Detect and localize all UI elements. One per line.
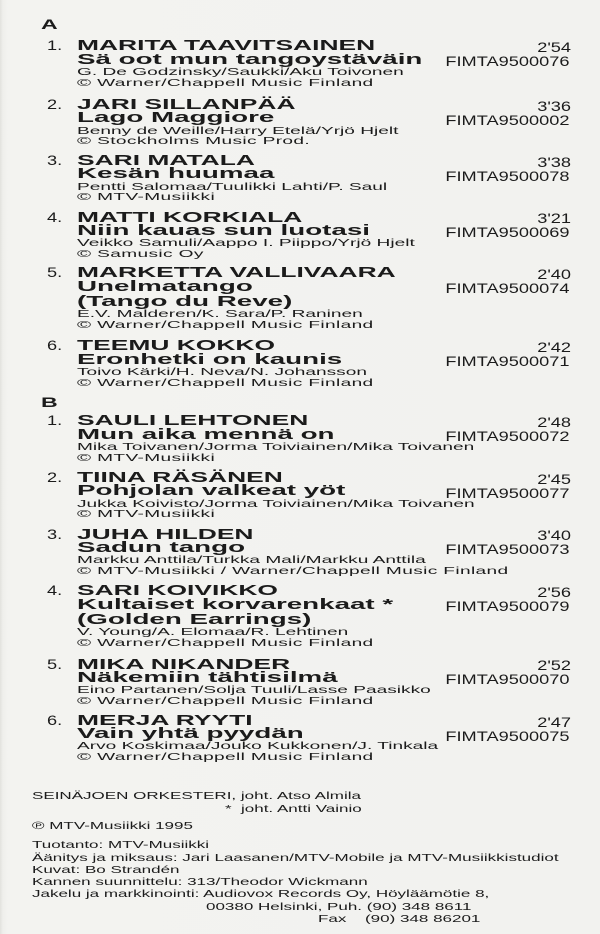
track <box>0 97 600 154</box>
track-composers: Mika Toivanen/Jorma Toiviainen/Mika Toivanen <box>77 440 475 453</box>
track-title: Pohjolan valkeat yöt <box>77 482 346 500</box>
track-number: 4. <box>47 208 63 225</box>
track-isrc-code: FIMTA9500077 <box>444 484 569 501</box>
track-artist: JARI SILLANPÄÄ <box>77 95 296 113</box>
track-composers: Benny de Weille/Harry Etelä/Yrjö Hjelt <box>77 124 399 137</box>
track-publisher: © Warner/Chappell Music Finland <box>77 318 374 331</box>
track-isrc-code: FIMTA9500076 <box>444 53 569 70</box>
track-artist: MATTI KORKIALA <box>77 208 303 226</box>
track-duration: 2'52 <box>537 657 571 674</box>
phonogram-notice: ℗ MTV-Musiikki 1995 <box>32 820 193 833</box>
track <box>0 657 600 714</box>
track-title: Kesän huumaa <box>77 165 275 183</box>
track-artist: MARKETTA VALLIVAARA <box>77 264 396 282</box>
track-isrc-code: FIMTA9500002 <box>444 111 569 128</box>
track <box>0 210 600 267</box>
track-title: Mun aika mennä on <box>77 425 335 443</box>
track-number: 2. <box>47 468 63 485</box>
track-artist: TIINA RÄSÄNEN <box>77 468 283 486</box>
track-composers: Toivo Kärki/H. Neva/N. Johansson <box>77 365 367 378</box>
credit-line: Kannen suunnittelu: 313/Theodor Wickmann <box>32 876 368 889</box>
track-title: Sä oot mun tangoystäväin <box>77 50 423 68</box>
track-duration: 2'47 <box>537 713 571 730</box>
credit-line: Äänitys ja miksaus: Jari Laasanen/MTV-Mobile ja MTV-Musiikkistudiot <box>32 851 559 864</box>
track-publisher: © Warner/Chappell Music Finland <box>77 636 374 649</box>
track <box>0 582 600 649</box>
address-line: 00380 Helsinki, Puh. (90) 348 8611 <box>206 900 472 913</box>
track-title: Niin kauas sun luotasi <box>77 222 370 239</box>
track-title: Vain yhtä pyydän <box>77 725 304 743</box>
track-number: 3. <box>47 151 63 168</box>
track-number: 1. <box>47 412 63 429</box>
track-composers: G. De Godzinsky/Saukki/Aku Toivonen <box>77 65 404 78</box>
track-isrc-code: FIMTA9500073 <box>444 541 569 558</box>
track-publisher: © MTV-Musiikki / Warner/Chappell Music Finland <box>77 564 509 577</box>
track-number: 6. <box>47 337 63 354</box>
track-publisher: © Warner/Chappell Music Finland <box>77 694 374 707</box>
track-duration: 3'36 <box>537 97 571 114</box>
track-isrc-code: FIMTA9500072 <box>444 428 569 445</box>
track-duration: 2'40 <box>537 266 571 283</box>
track-isrc-code: FIMTA9500074 <box>444 280 569 297</box>
track <box>0 338 600 395</box>
conductor-note: joht. Antti Vainio <box>241 802 362 815</box>
track-composers: Arvo Koskimaa/Jouko Kukkonen/J. Tinkala <box>77 740 439 753</box>
credit-line: Kuvat: Bo Strandén <box>32 863 180 876</box>
track-publisher: © MTV-Musiikki <box>77 451 216 464</box>
track-publisher: © Warner/Chappell Music Finland <box>77 376 374 389</box>
track-number: 3. <box>47 525 63 542</box>
track <box>0 153 600 210</box>
track-number: 5. <box>47 264 63 281</box>
conductor-note-marker: * <box>225 802 232 815</box>
track-publisher: © MTV-Musiikki <box>77 191 216 204</box>
track-duration: 2'48 <box>537 414 571 431</box>
fax-number: (90) 348 86201 <box>365 913 481 925</box>
track-number: 4. <box>47 582 63 599</box>
track-number: 2. <box>47 95 63 112</box>
track-duration: 3'40 <box>537 527 571 544</box>
track-composers: Pentti Salomaa/Tuulikki Lahti/P. Saul <box>77 180 388 193</box>
side-label: B <box>41 394 58 410</box>
track-isrc-code: FIMTA9500071 <box>444 353 569 370</box>
track-artist: TEEMU KOKKO <box>77 337 275 355</box>
track-artist: JUHA HILDEN <box>77 525 254 543</box>
track-composers: Jukka Koivisto/Jorma Toiviainen/Mika Toivanen <box>77 497 475 510</box>
track-number: 6. <box>47 711 63 728</box>
track <box>0 264 600 331</box>
credit-line: Tuotanto: MTV-Musiikki <box>32 839 210 852</box>
track-publisher: © Stockholms Music Prod. <box>77 135 311 148</box>
fax-label: Fax <box>318 913 347 925</box>
track-artist: SAULI LEHTONEN <box>77 412 309 430</box>
track-publisher: © Warner/Chappell Music Finland <box>77 76 374 89</box>
track <box>0 38 600 95</box>
credit-line: Jakelu ja markkinointi: Audiovox Records Oy, Höyläämötie 8, <box>32 888 490 901</box>
track-composers: Markku Anttila/Turkka Mali/Markku Anttila <box>77 554 426 567</box>
track <box>0 527 600 584</box>
side-label: A <box>41 15 58 32</box>
track-duration: 3'21 <box>537 210 571 227</box>
track-isrc-code: FIMTA9500070 <box>444 671 569 688</box>
track-title-line2: (Golden Earrings) <box>77 610 312 628</box>
track-duration: 2'54 <box>537 39 571 56</box>
track <box>0 413 600 470</box>
track-duration: 2'42 <box>537 339 571 356</box>
track-artist: MARITA TAAVITSAINEN <box>77 37 376 55</box>
track-artist: MERJA RYYTI <box>77 711 253 729</box>
track-publisher: © MTV-Musiikki <box>77 508 216 521</box>
track-composers: Eino Partanen/Solja Tuuli/Lasse Paasikko <box>77 684 431 697</box>
track-composers: E.V. Malderen/K. Sara/P. Raninen <box>77 307 363 320</box>
track-publisher: © Warner/Chappell Music Finland <box>77 751 374 764</box>
track-duration: 3'38 <box>537 153 571 170</box>
track-duration: 2'56 <box>537 584 571 601</box>
track-isrc-code: FIMTA9500075 <box>444 727 569 744</box>
track-number: 5. <box>47 655 63 672</box>
track-isrc-code: FIMTA9500078 <box>444 167 569 184</box>
track-artist: SARI MATALA <box>77 151 255 169</box>
track-title: Sadun tango <box>77 539 246 556</box>
track-artist: SARI KOIVIKKO <box>77 582 278 600</box>
track-isrc-code: FIMTA9500079 <box>444 598 569 615</box>
track-title: Unelmatango <box>77 277 253 295</box>
track-artist: MIKA NIKANDER <box>77 655 291 673</box>
track-composers: Veikko Samuli/Aappo I. Piippo/Yrjö Hjelt <box>77 237 415 250</box>
track-isrc-code: FIMTA9500069 <box>444 224 569 241</box>
track-title-line2: (Tango du Reve) <box>77 292 293 310</box>
track-title: Eronhetki on kaunis <box>77 350 343 368</box>
track-title: Kultaiset korvarenkaat * <box>77 595 394 613</box>
track-publisher: © Samusic Oy <box>77 247 204 260</box>
track <box>0 713 600 770</box>
track-number: 1. <box>47 37 63 54</box>
orchestra-credit: SEINÄJOEN ORKESTERI, joht. Atso Almila <box>32 790 361 803</box>
track-title: Näkemiin tähtisilmä <box>77 669 338 686</box>
track-composers: V. Young/A. Elomaa/R. Lehtinen <box>77 625 349 638</box>
track-duration: 2'45 <box>537 470 571 487</box>
track <box>0 470 600 527</box>
track-title: Lago Maggiore <box>77 109 275 127</box>
